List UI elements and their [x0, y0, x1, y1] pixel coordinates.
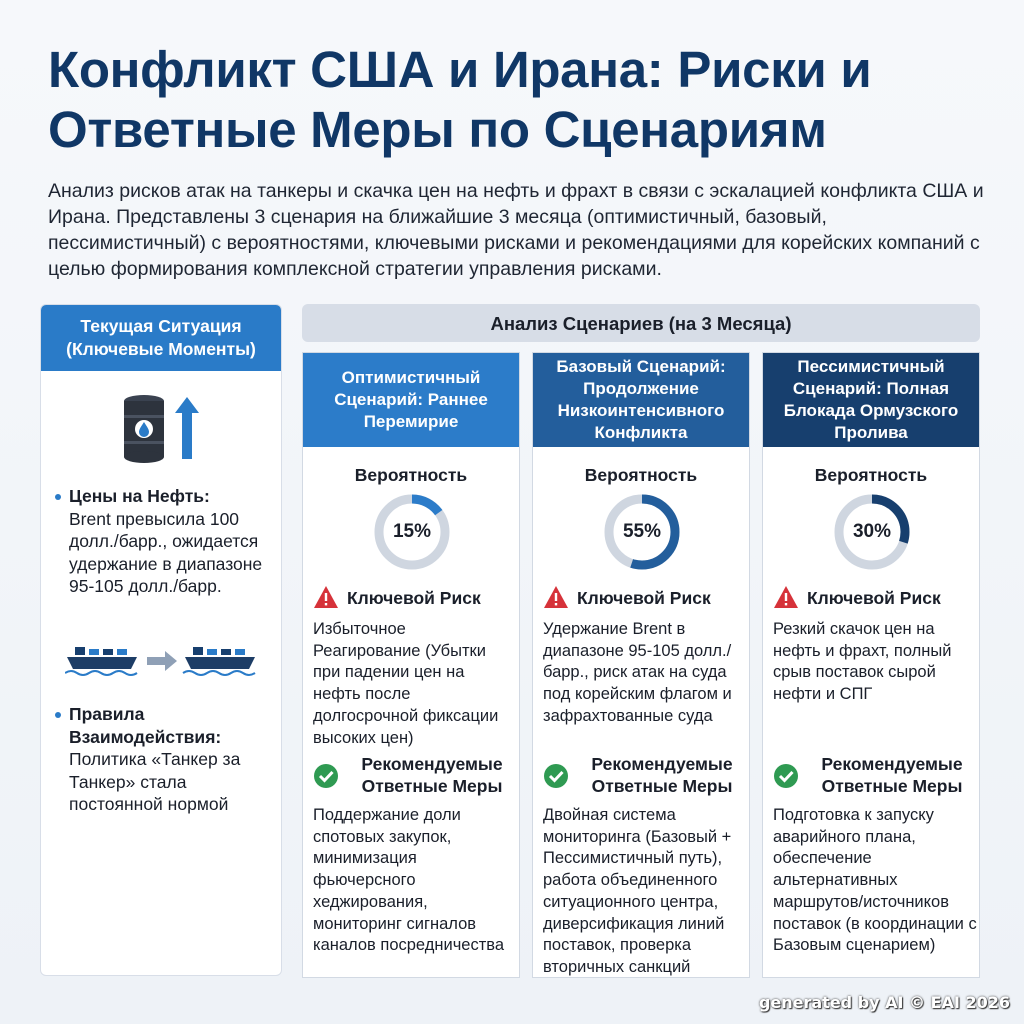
scenario-title: Базовый Сценарий: Продолжение Низкоинтенсивного Конфликта: [533, 353, 749, 447]
recommended-label: Рекомендуемые Ответные Меры: [361, 754, 503, 796]
oil-price-heading: Цены на Нефть:: [69, 486, 210, 506]
footer-credit: generated by AI © EAI 2026: [758, 993, 1010, 1012]
oil-price-bullet: [55, 485, 275, 598]
recommended-text: Поддержание доли спотовых закупок, минимизация фьючерсного хеджирования, мониторинг сигналов каналов посредничества: [313, 806, 505, 955]
key-risk-label: Ключевой Риск: [347, 588, 481, 608]
scenario-column-pessimistic: [762, 352, 980, 978]
warning-icon: [313, 585, 339, 609]
rules-bullet: [55, 703, 275, 816]
warning-icon: [773, 585, 799, 609]
check-icon: [313, 763, 339, 789]
page-title: Конфликт США и Ирана: Риски и Ответные Меры по Сценариям: [48, 41, 872, 158]
recommended-text: Подготовка к запуску аварийного плана, обеспечение альтернативных маршрутов/источников поставок (в координации с Базовым сценарием): [773, 806, 977, 955]
probability-label: Вероятность: [584, 465, 698, 485]
arrow-right-icon: [147, 651, 177, 671]
key-risk-label: Ключевой Риск: [807, 588, 941, 608]
key-risk-text: Избыточное Реагирование (Убытки при падении цен на нефть после долгосрочной фиксации высоких цен): [313, 620, 499, 747]
scenario-analysis-header: Анализ Сценариев (на 3 Месяца): [302, 304, 980, 342]
warning-icon: [543, 585, 569, 609]
ship-icon: [65, 641, 265, 681]
check-icon: [543, 763, 569, 789]
scenario-column-base: [532, 352, 750, 978]
scenario-title: Оптимистичный Сценарий: Раннее Перемирие: [303, 353, 519, 447]
current-situation-panel: [40, 304, 282, 976]
recommended-text: Двойная система мониторинга (Базовый + Пессимистичный путь), работа объединенного ситуационного центра, диверсификация линий поставок, проверка вторичных санкций: [543, 806, 732, 976]
check-icon: [773, 763, 799, 789]
oil-price-text: Brent превысила 100 долл./барр., ожидается удержание в диапазоне 95-105 долл./барр.: [69, 508, 263, 596]
probability-label: Вероятность: [814, 465, 928, 485]
recommended-label: Рекомендуемые Ответные Меры: [591, 754, 733, 796]
probability-value: 55%: [622, 521, 662, 542]
rules-text: Политика «Танкер за Танкер» стала постоянной нормой: [69, 749, 241, 814]
key-risk-label: Ключевой Риск: [577, 588, 711, 608]
scenario-title: Пессимистичный Сценарий: Полная Блокада Ормузского Пролива: [763, 353, 979, 447]
key-risk-text: Резкий скачок цен на нефть и фрахт, полный срыв поставок сырой нефти и СПГ: [773, 620, 952, 704]
probability-value: 30%: [852, 521, 892, 542]
probability-value: 15%: [392, 521, 432, 542]
key-risk-text: Удержание Brent в диапазоне 95-105 долл./барр., риск атак на суда под корейским флагом и зафрахтованные суда: [543, 620, 732, 725]
rules-heading: Правила Взаимодействия:: [69, 704, 222, 747]
current-situation-header: Текущая Ситуация (Ключевые Моменты): [41, 305, 281, 371]
probability-label: Вероятность: [354, 465, 468, 485]
recommended-label: Рекомендуемые Ответные Меры: [821, 754, 963, 796]
arrow-up-icon: [175, 397, 199, 459]
oil-barrel-icon: [119, 393, 209, 465]
page-subtitle: Анализ рисков атак на танкеры и скачка цен на нефть и фрахт в связи с эскалацией конфликта США и Ирана. Представлены 3 сценария на ближайшие 3 месяца (оптимистичный, базовый, пессимистичный) с вероятностями, ключевыми рисками и рекомендациями для корейских компаний с целью формирования комплексной стратегии управления рисками.: [48, 180, 984, 280]
scenario-column-optimistic: [302, 352, 520, 978]
